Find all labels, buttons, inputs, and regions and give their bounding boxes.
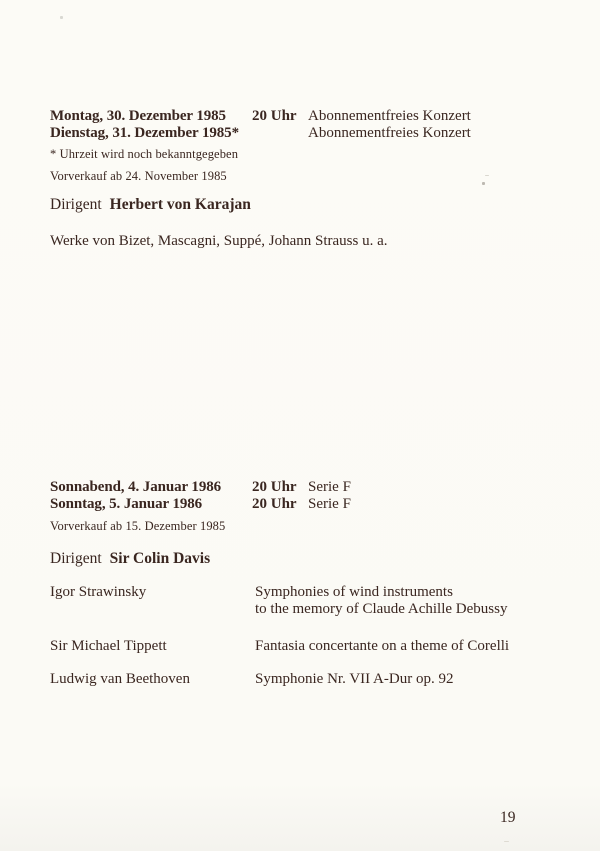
concert1-event-2: Abonnementfreies Konzert xyxy=(308,125,471,141)
concert1-presale-note: Vorverkauf ab 24. November 1985 xyxy=(50,169,227,183)
work-title-line: to the memory of Claude Achille Debussy xyxy=(255,601,508,617)
concert2-conductor-name: Sir Colin Davis xyxy=(109,550,211,567)
concert2-time-2: 20 Uhr xyxy=(252,496,297,512)
concert1-date-2: Dienstag, 31. Dezember 1985* xyxy=(50,125,239,141)
concert1-event-1: Abonnementfreies Konzert xyxy=(308,108,471,124)
concert2-event-1: Serie F xyxy=(308,479,351,495)
work-title: Fantasia concertante on a theme of Corelli xyxy=(255,638,510,654)
concert2-date-row-1 xyxy=(50,479,580,496)
work-title xyxy=(255,584,507,618)
scan-dust-speck xyxy=(482,182,485,185)
scan-dust-speck xyxy=(504,841,509,842)
work-title: Symphonie Nr. VII A-Dur op. 92 xyxy=(255,671,454,687)
page-number: 19 xyxy=(500,809,516,826)
concert1-time-1: 20 Uhr xyxy=(252,108,297,124)
concert2-event-2: Serie F xyxy=(308,496,351,512)
concert1-conductor-line xyxy=(50,196,251,214)
composer-name: Sir Michael Tippett xyxy=(50,638,167,654)
concert1-date-1: Montag, 30. Dezember 1985 xyxy=(50,108,226,124)
concert1-conductor-name: Herbert von Karajan xyxy=(109,196,251,213)
concert2-date-1: Sonnabend, 4. Januar 1986 xyxy=(50,479,222,495)
composer-name: Igor Strawinsky xyxy=(50,584,147,600)
concert2-presale-note: Vorverkauf ab 15. Dezember 1985 xyxy=(50,519,226,533)
scan-dust-speck xyxy=(60,16,63,19)
concert1-date-row-1 xyxy=(50,108,580,125)
concert2-date-2: Sonntag, 5. Januar 1986 xyxy=(50,496,203,512)
composer-name: Ludwig van Beethoven xyxy=(50,671,190,687)
concert1-conductor-label: Dirigent xyxy=(50,196,102,213)
concert2-conductor-line xyxy=(50,550,210,568)
concert2-time-1: 20 Uhr xyxy=(252,479,297,495)
work-title-line: Symphonies of wind instruments xyxy=(255,584,453,600)
scan-dust-speck xyxy=(485,175,489,176)
concert2-conductor-label: Dirigent xyxy=(50,550,102,567)
concert1-footnote: * Uhrzeit wird noch bekanntgegeben xyxy=(50,147,239,161)
concert1-works-note: Werke von Bizet, Mascagni, Suppé, Johann Strauss u. a. xyxy=(50,233,388,249)
concert2-date-row-2 xyxy=(50,496,580,513)
concert1-date-row-2 xyxy=(50,125,580,142)
